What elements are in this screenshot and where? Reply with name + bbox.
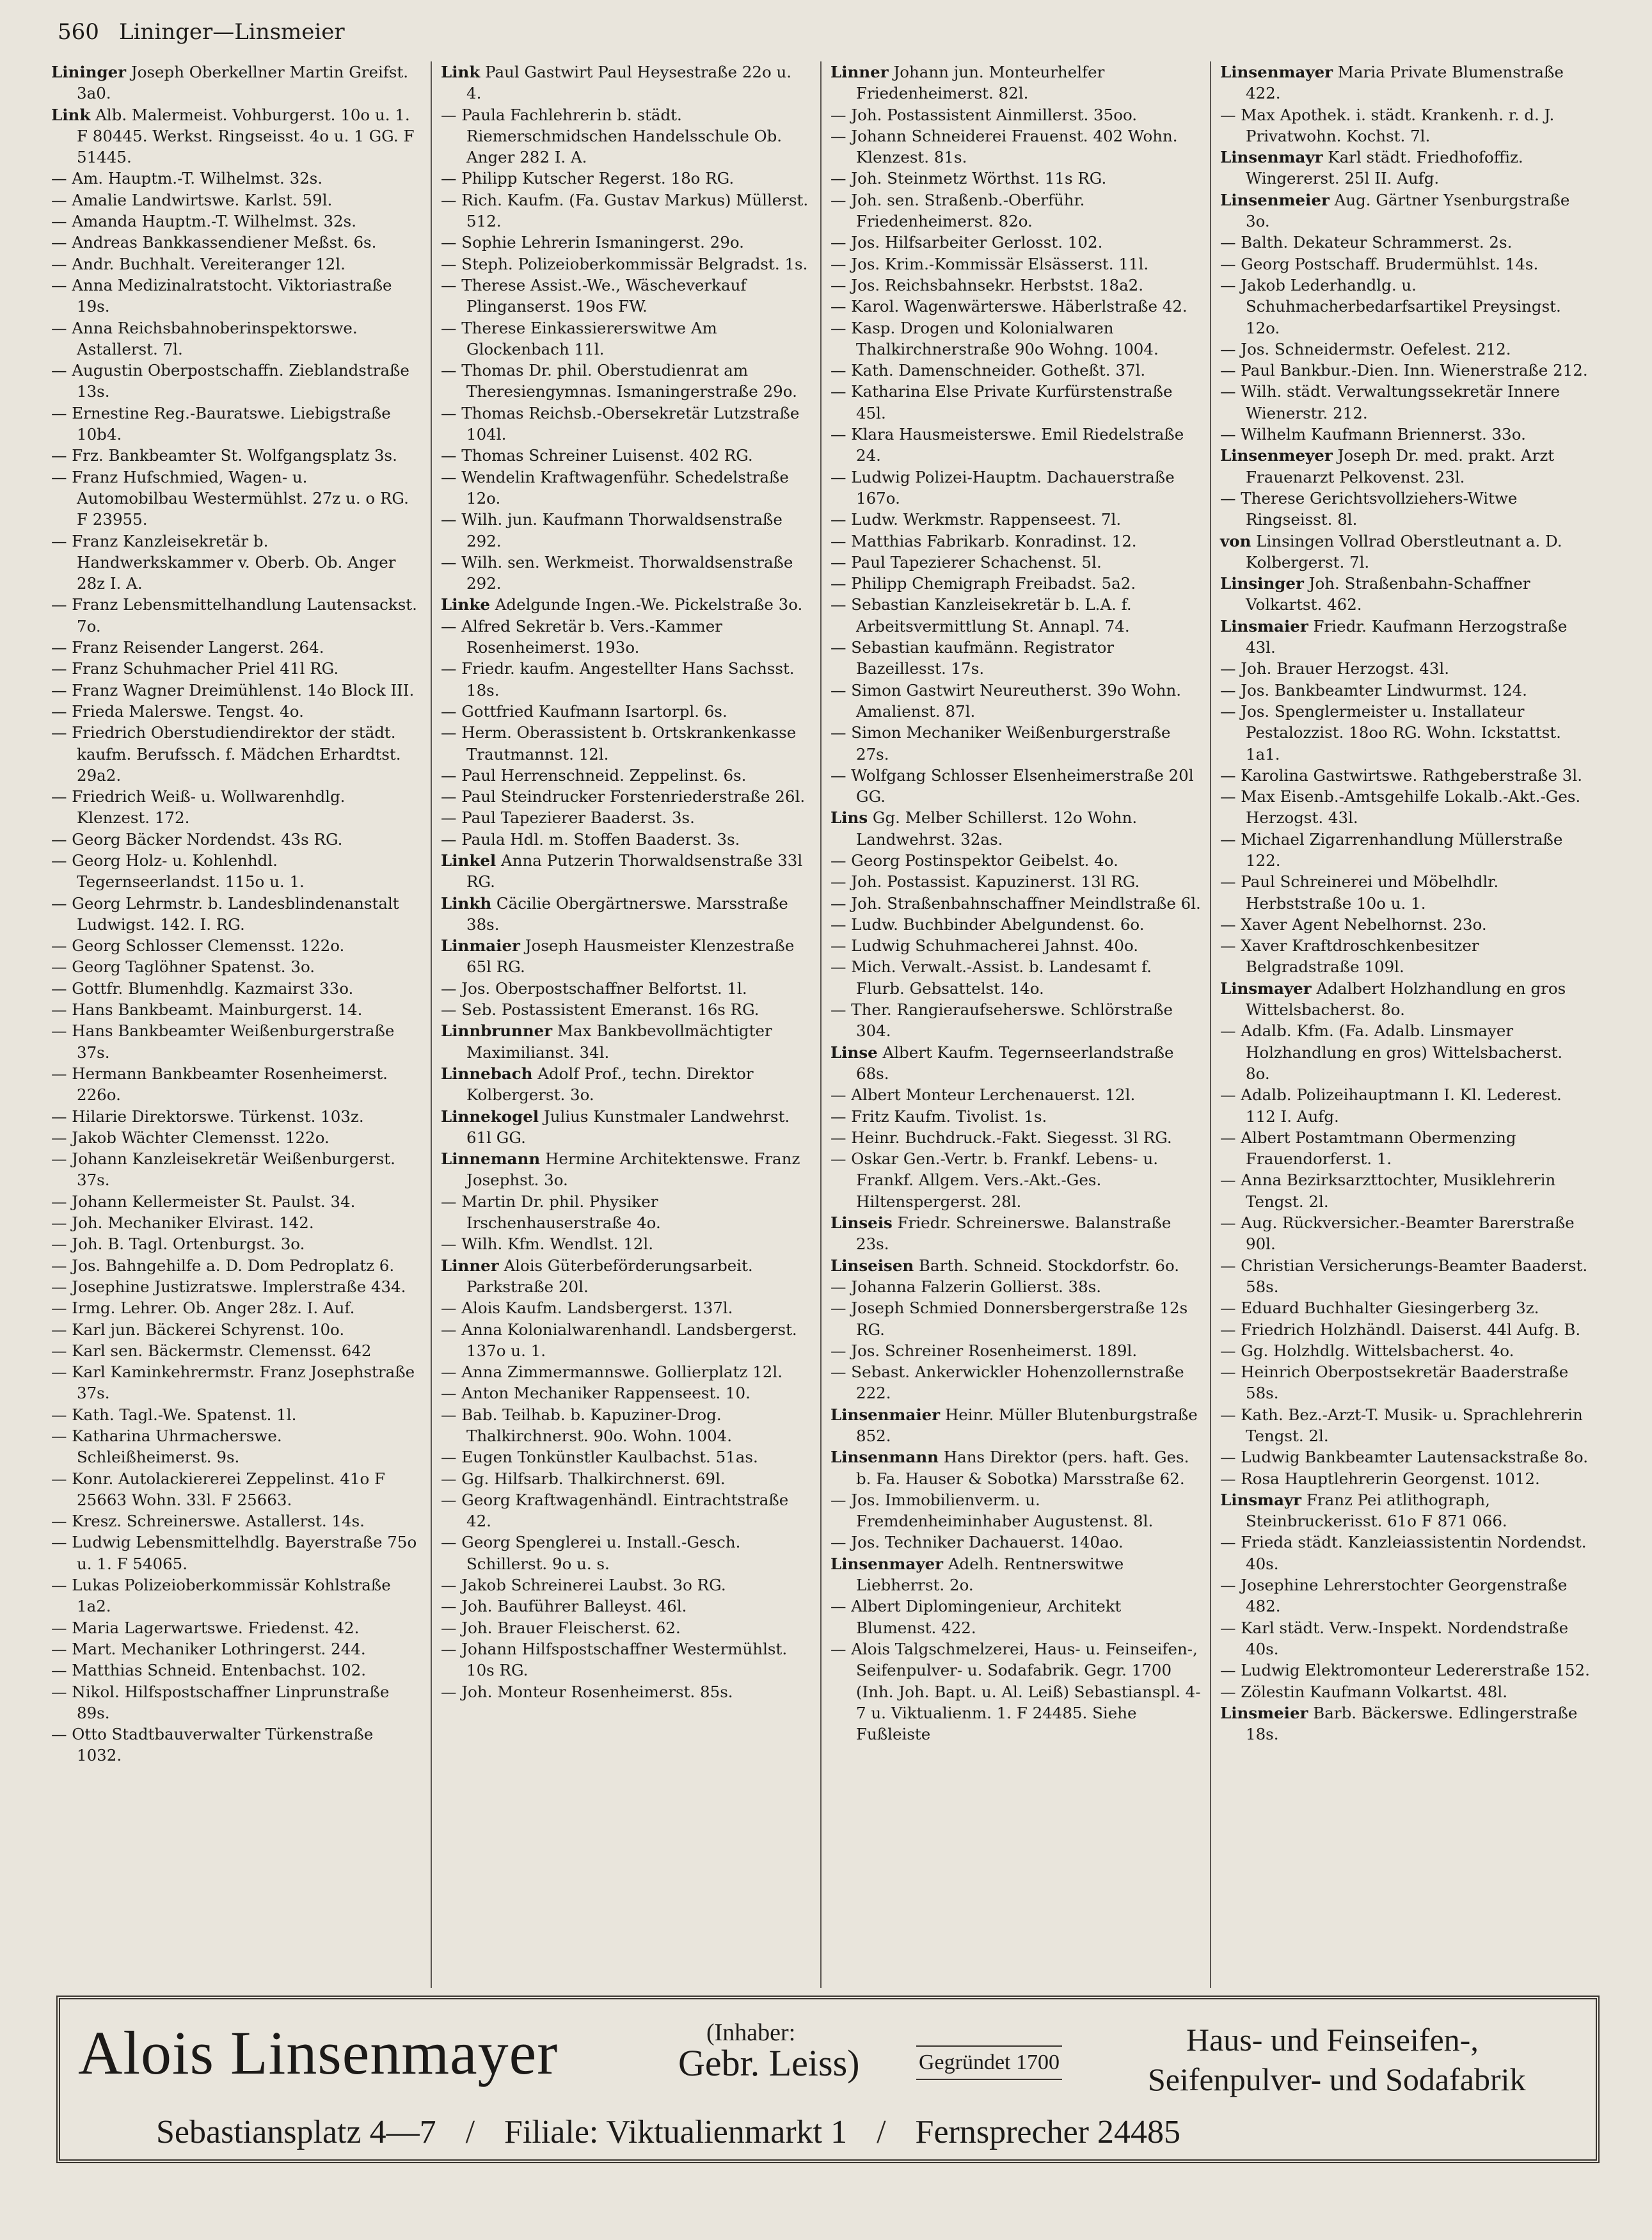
directory-entry: — Paul Herrenschneid. Zeppelinst. 6s. bbox=[441, 765, 747, 785]
directory-entry: — Andr. Buchhalt. Vereiteranger 12l. bbox=[51, 254, 345, 273]
column-4 bbox=[1210, 61, 1600, 1988]
directory-entry: — Fritz Kaufm. Tivolist. 1s. bbox=[830, 1107, 1047, 1126]
directory-entry: — Anton Mechaniker Rappenseest. 10. bbox=[441, 1384, 751, 1403]
directory-entry: — Alois Talgschmelzerei, Haus- u. Feinseifen-, Seifenpulver- u. Sodafabrik. Gegr. 1700 (Inh. Joh. Bapt. u. Al. Leiß) Sebastianspl. 4-7 u. Viktualienm. 1. F 24485. Siehe Fußleiste bbox=[830, 1639, 1201, 1744]
directory-entry: — Georg Lehrmstr. b. Landesblindenanstalt Ludwigst. 142. I. RG. bbox=[51, 893, 399, 934]
directory-entry: — Steph. Polizeioberkommissär Belgradst. 1s. bbox=[441, 254, 808, 273]
directory-entry: — Wilh. jun. Kaufmann Thorwaldsenstraße 292. bbox=[441, 510, 782, 550]
directory-entry: — Friedrich Holzhändl. Daiserst. 44l Aufg. B. bbox=[1220, 1320, 1581, 1339]
directory-entry: Lininger Joseph Oberkellner Martin Greifst. 3a0. bbox=[51, 63, 409, 103]
directory-entry: — Simon Mechaniker Weißenburgerstraße 27s. bbox=[830, 723, 1171, 764]
directory-entry: — Heinr. Buchdruck.-Fakt. Siegesst. 3l RG. bbox=[830, 1128, 1172, 1147]
directory-entry: Linsenmaier Heinr. Müller Blutenburgstraße 852. bbox=[830, 1405, 1198, 1445]
directory-entry: — Sebast. Ankerwickler Hohenzollernstraße 222. bbox=[830, 1363, 1184, 1403]
directory-entry: — Anna Bezirksarzttochter, Musiklehrerin Tengst. 2l. bbox=[1220, 1171, 1556, 1211]
directory-entry: Linsmaier Friedr. Kaufmann Herzogstraße 43l. bbox=[1220, 616, 1568, 657]
directory-entry: — Anna Kolonialwarenhandl. Landsbergerst. 137o u. 1. bbox=[441, 1320, 797, 1360]
ad-address: Sebastiansplatz 4—7 bbox=[156, 2114, 436, 2150]
directory-entry: — Ludwig Elektromonteur Ledererstraße 152. bbox=[1220, 1661, 1590, 1680]
directory-entry: — Karolina Gastwirtswe. Rathgeberstraße 3l. bbox=[1220, 765, 1583, 785]
directory-entry: — Katharina Uhrmacherswe. Schleißheimerst. 9s. bbox=[51, 1427, 282, 1467]
directory-entry: — Mart. Mechaniker Lothringerst. 244. bbox=[51, 1639, 366, 1658]
directory-entry: — Thomas Reichsb.-Obersekretär Lutzstraße 104l. bbox=[441, 403, 800, 444]
ad-company-name: Alois Linsenmayer bbox=[78, 2019, 559, 2087]
directory-entry: — Christian Versicherungs-Beamter Baaderst. 58s. bbox=[1220, 1256, 1588, 1296]
directory-entry: — Johanna Falzerin Gollierst. 38s. bbox=[830, 1277, 1102, 1296]
directory-entry: — Therese Einkassiererswitwe Am Glockenbach 11l. bbox=[441, 318, 717, 358]
directory-entry: — Joh. B. Tagl. Ortenburgst. 3o. bbox=[51, 1235, 305, 1254]
directory-entry: — Johann Kellermeister St. Paulst. 34. bbox=[51, 1192, 356, 1211]
directory-entry: — Jos. Reichsbahnsekr. Herbstst. 18a2. bbox=[830, 275, 1144, 294]
directory-entry: — Balth. Dekateur Schrammerst. 2s. bbox=[1220, 233, 1513, 252]
directory-entry: Linnekogel Julius Kunstmaler Landwehrst. 61l GG. bbox=[441, 1107, 790, 1147]
directory-entry: — Franz Lebensmittelhandlung Lautensackst. 7o. bbox=[51, 595, 417, 636]
directory-entry: — Franz Kanzleisekretär b. Handwerkskammer v. Oberb. Ob. Anger 28z I. A. bbox=[51, 531, 396, 593]
directory-entry: — Eugen Tonkünstler Kaulbachst. 51as. bbox=[441, 1448, 758, 1467]
directory-entry: — Frieda Malerswe. Tengst. 4o. bbox=[51, 701, 304, 721]
directory-entry: — Joh. Postassistent Ainmillerst. 35oo. bbox=[830, 105, 1138, 124]
directory-entry: — Aug. Rückversicher.-Beamter Barerstraße 90l. bbox=[1220, 1213, 1575, 1254]
page-number: 560 bbox=[58, 19, 99, 45]
directory-entry: Linsenmeyer Joseph Dr. med. prakt. Arzt Frauenarzt Pelkovenst. 23l. bbox=[1220, 446, 1555, 486]
directory-entry: — Otto Stadtbauverwalter Türkenstraße 1032. bbox=[51, 1725, 374, 1765]
directory-entry: — Joh. Steinmetz Wörthst. 11s RG. bbox=[830, 169, 1107, 188]
directory-entry: — Kresz. Schreinerswe. Astallerst. 14s. bbox=[51, 1512, 365, 1531]
directory-entry: — Albert Monteur Lerchenauerst. 12l. bbox=[830, 1085, 1136, 1105]
directory-entry: Linner Johann jun. Monteurhelfer Friedenheimerst. 82l. bbox=[830, 63, 1105, 103]
directory-entry: Linke Adelgunde Ingen.-We. Pickelstraße 3o. bbox=[441, 595, 803, 614]
directory-entry: von Linsingen Vollrad Oberstleutnant a. D. Kolbergerst. 7l. bbox=[1220, 531, 1562, 572]
directory-entry: Linseisen Barth. Schneid. Stockdorfstr. 6o. bbox=[830, 1256, 1180, 1275]
directory-entry: — Georg Spenglerei u. Install.-Gesch. Schillerst. 9o u. s. bbox=[441, 1533, 741, 1573]
directory-entry: — Joh. Straßenbahnschaffner Meindlstraße 6l. bbox=[830, 893, 1201, 913]
directory-entry: — Simon Gastwirt Neureutherst. 39o Wohn. Amalienst. 87l. bbox=[830, 680, 1182, 721]
directory-entry: — Ludw. Buchbinder Abelgundenst. 6o. bbox=[830, 915, 1145, 934]
directory-entry: — Joh. Postassist. Kapuzinerst. 13l RG. bbox=[830, 872, 1140, 892]
directory-entry: — Wendelin Kraftwagenführ. Schedelstraße 12o. bbox=[441, 467, 789, 508]
directory-entry: — Xaver Agent Nebelhornst. 23o. bbox=[1220, 915, 1487, 934]
directory-entry: — Ludwig Schuhmacherei Jahnst. 40o. bbox=[830, 936, 1139, 956]
directory-entry: — Karl Kaminkehrermstr. Franz Josephstraße 37s. bbox=[51, 1363, 415, 1403]
directory-entry: Link Alb. Malermeist. Vohburgerst. 10o u. 1. F 80445. Werkst. Ringseisst. 4o u. 1 GG. F 51445. bbox=[51, 105, 415, 167]
directory-entry: — Anna Medizinalratstocht. Viktoriastraße 19s. bbox=[51, 275, 392, 316]
directory-entry: — Karl städt. Verw.-Inspekt. Nordendstraße 40s. bbox=[1220, 1618, 1569, 1658]
directory-entry: Linkel Anna Putzerin Thorwaldsenstraße 33l RG. bbox=[441, 851, 803, 892]
ad-separator: / bbox=[877, 2114, 886, 2150]
directory-entry: — Thomas Schreiner Luisenst. 402 RG. bbox=[441, 446, 753, 465]
directory-entry: — Martin Dr. phil. Physiker Irschenhauserstraße 4o. bbox=[441, 1192, 661, 1233]
directory-entry: — Anna Zimmermannswe. Gollierplatz 12l. bbox=[441, 1363, 782, 1382]
directory-entry: — Lukas Polizeioberkommissär Kohlstraße 1a2. bbox=[51, 1576, 391, 1616]
directory-entry: — Sophie Lehrerin Ismaningerst. 29o. bbox=[441, 233, 744, 252]
directory-entry: — Hans Bankbeamter Weißenburgerstraße 37s. bbox=[51, 1021, 395, 1062]
directory-entry: — Jos. Schneidermstr. Oefelest. 212. bbox=[1220, 339, 1511, 358]
directory-entry: — Jos. Schreiner Rosenheimerst. 189l. bbox=[830, 1341, 1138, 1360]
directory-entry: — Adalb. Kfm. (Fa. Adalb. Linsmayer Holzhandlung en gros) Wittelsbacherst. 8o. bbox=[1220, 1021, 1563, 1083]
ad-footer-line bbox=[156, 2113, 1532, 2151]
directory-entry: Linsenmayr Karl städt. Friedhofoffiz. Wingererst. 25l II. Aufg. bbox=[1220, 148, 1523, 188]
directory-entry: — Sebastian Kanzleisekretär b. L.A. f. Arbeitsvermittlung St. Annapl. 74. bbox=[830, 595, 1132, 636]
directory-entry: — Hans Bankbeamt. Mainburgerst. 14. bbox=[51, 1000, 363, 1020]
directory-entry: Linsinger Joh. Straßenbahn-Schaffner Volkartst. 462. bbox=[1220, 574, 1530, 614]
directory-entry: — Friedrich Oberstudiendirektor der städt. kaufm. Berufssch. f. Mädchen Erhardtst. 29a2. bbox=[51, 723, 401, 785]
directory-entry: Linsmayr Franz Pei atlithograph, Steinbruckerisst. 61o F 871 066. bbox=[1220, 1490, 1507, 1531]
directory-entry: — Hilarie Direktorswe. Türkenst. 103z. bbox=[51, 1107, 364, 1126]
directory-entry: — Frz. Bankbeamter St. Wolfgangsplatz 3s. bbox=[51, 446, 397, 465]
directory-entry: — Irmg. Lehrer. Ob. Anger 28z. I. Auf. bbox=[51, 1299, 355, 1318]
directory-entry: — Jos. Techniker Dachauerst. 140ao. bbox=[830, 1533, 1124, 1552]
directory-entry: — Rosa Hauptlehrerin Georgenst. 1012. bbox=[1220, 1469, 1540, 1488]
directory-entry: — Wilhelm Kaufmann Briennerst. 33o. bbox=[1220, 425, 1526, 444]
ad-product-line-2: Seifenpulver- und Sodafabrik bbox=[1148, 2061, 1526, 2097]
directory-entry: — Amalie Landwirtswe. Karlst. 59l. bbox=[51, 190, 333, 209]
directory-entry: — Frieda städt. Kanzleiassistentin Nordendst. 40s. bbox=[1220, 1533, 1587, 1573]
directory-entry: — Paul Steindrucker Forstenriederstraße 26l. bbox=[441, 787, 806, 806]
ad-owner: Gebr. Leiss) bbox=[678, 2042, 860, 2084]
directory-entry: — Kath. Tagl.-We. Spatenst. 1l. bbox=[51, 1405, 297, 1424]
directory-entry: — Xaver Kraftdroschkenbesitzer Belgradstraße 109l. bbox=[1220, 936, 1479, 977]
directory-entry: — Alfred Sekretär b. Vers.-Kammer Rosenheimerst. 193o. bbox=[441, 616, 722, 657]
directory-entry: — Kath. Damenschneider. Gotheßt. 37l. bbox=[830, 361, 1146, 380]
directory-entry: — Franz Wagner Dreimühlenst. 14o Block III. bbox=[51, 680, 415, 700]
directory-entry: — Seb. Postassistent Emeranst. 16s RG. bbox=[441, 1000, 759, 1020]
directory-entry: — Joseph Schmied Donnersbergerstraße 12s RG. bbox=[830, 1299, 1188, 1339]
directory-entry: — Paul Bankbur.-Dien. Inn. Wienerstraße 212. bbox=[1220, 361, 1588, 380]
directory-entry: — Ther. Rangieraufseherswe. Schlörstraße 304. bbox=[830, 1000, 1173, 1041]
directory-entry: — Gottfried Kaufmann Isartorpl. 6s. bbox=[441, 701, 727, 721]
directory-entry: — Jakob Wächter Clemensst. 122o. bbox=[51, 1128, 330, 1147]
directory-entry: Linsmeier Barb. Bäckerswe. Edlingerstraße 18s. bbox=[1220, 1703, 1578, 1744]
directory-entry: — Albert Postamtmann Obermenzing Frauendorferst. 1. bbox=[1220, 1128, 1516, 1169]
directory-entry: — Ludwig Bankbeamter Lautensackstraße 8o. bbox=[1220, 1448, 1589, 1467]
directory-entry: — Anna Reichsbahnoberinspektorswe. Astallerst. 7l. bbox=[51, 318, 358, 358]
column-2 bbox=[431, 61, 820, 1988]
directory-entry: — Paul Schreinerei und Möbelhdlr. Herbststraße 10o u. 1. bbox=[1220, 872, 1499, 913]
directory-entry: — Maria Lagerwartswe. Friedenst. 42. bbox=[51, 1618, 360, 1637]
directory-entry: — Ludwig Lebensmittelhdlg. Bayerstraße 75o u. 1. F 54065. bbox=[51, 1533, 417, 1573]
directory-entry: — Wolfgang Schlosser Elsenheimerstraße 20l GG. bbox=[830, 765, 1194, 806]
directory-entry: — Thomas Dr. phil. Oberstudienrat am Theresiengymnas. Ismaningerstraße 29o. bbox=[441, 361, 797, 401]
directory-entry: — Matthias Schneid. Entenbachst. 102. bbox=[51, 1661, 367, 1680]
directory-entry: Linsmayer Adalbert Holzhandlung en gros Wittelsbacherst. 8o. bbox=[1220, 979, 1566, 1020]
column-3 bbox=[820, 61, 1210, 1988]
directory-entry: — Kasp. Drogen und Kolonialwaren Thalkirchnerstraße 90o Wohng. 1004. bbox=[830, 318, 1159, 358]
directory-entry: — Georg Taglöhner Spatenst. 3o. bbox=[51, 957, 315, 977]
directory-entry: — Michael Zigarrenhandlung Müllerstraße 122. bbox=[1220, 829, 1563, 870]
directory-entry: — Franz Hufschmied, Wagen- u. Automobilbau Westermühlst. 27z u. o RG. F 23955. bbox=[51, 467, 409, 529]
directory-entry: — Alois Kaufm. Landsbergerst. 137l. bbox=[441, 1299, 733, 1318]
directory-entry: — Ludwig Polizei-Hauptm. Dachauerstraße 167o. bbox=[830, 467, 1175, 508]
directory-entry: Link Paul Gastwirt Paul Heysestraße 22o u. 4. bbox=[441, 63, 792, 103]
directory-entry: — Heinrich Oberpostsekretär Baaderstraße 58s. bbox=[1220, 1363, 1569, 1403]
directory-entry: — Johann Schneiderei Frauenst. 402 Wohn. Klenzest. 81s. bbox=[830, 126, 1178, 167]
directory-entry: — Karl sen. Bäckermstr. Clemensst. 642 bbox=[51, 1341, 372, 1360]
directory-entry: — Max Eisenb.-Amtsgehilfe Lokalb.-Akt.-Ges. Herzogst. 43l. bbox=[1220, 787, 1581, 828]
directory-entry: — Sebastian kaufmänn. Registrator Bazeillesst. 17s. bbox=[830, 638, 1115, 678]
directory-entry: — Paul Tapezierer Schachenst. 5l. bbox=[830, 552, 1102, 572]
directory-entry: Linsenmayer Maria Private Blumenstraße 422. bbox=[1220, 63, 1564, 103]
directory-entry: — Paul Tapezierer Baaderst. 3s. bbox=[441, 808, 695, 828]
directory-entry: — Matthias Fabrikarb. Konradinst. 12. bbox=[830, 531, 1137, 550]
directory-entry: — Konr. Autolackiererei Zeppelinst. 41o F 25663 Wohn. 33l. F 25663. bbox=[51, 1469, 386, 1509]
directory-entry: — Katharina Else Private Kurfürstenstraße 45l. bbox=[830, 382, 1173, 422]
directory-entry: — Gottfr. Blumenhdlg. Kazmairst 33o. bbox=[51, 979, 354, 998]
directory-entry: — Therese Gerichtsvollziehers-Witwe Ringseisst. 8l. bbox=[1220, 488, 1518, 529]
directory-entry: — Karol. Wagenwärterswe. Häberlstraße 42. bbox=[830, 297, 1187, 316]
ad-product-line-1: Haus- und Feinseifen-, bbox=[1186, 2022, 1479, 2058]
directory-entry: — Joh. Brauer Herzogst. 43l. bbox=[1220, 659, 1450, 678]
directory-entry: — Joh. Brauer Fleischerst. 62. bbox=[441, 1618, 681, 1637]
directory-entry: — Ernestine Reg.-Bauratswe. Liebigstraße 10b4. bbox=[51, 403, 391, 444]
directory-entry: — Jos. Immobilienverm. u. Fremdenheiminhaber Augustenst. 8l. bbox=[830, 1490, 1154, 1531]
directory-entry: — Franz Schuhmacher Priel 41l RG. bbox=[51, 659, 339, 678]
directory-entry: Linnemann Hermine Architektenswe. Franz Josephst. 3o. bbox=[441, 1149, 800, 1190]
directory-entry: Lins Gg. Melber Schillerst. 12o Wohn. Landwehrst. 32as. bbox=[830, 808, 1138, 849]
directory-entry: — Nikol. Hilfspostschaffner Linprunstraße 89s. bbox=[51, 1682, 390, 1722]
directory-entry: Linkh Cäcilie Obergärtnerswe. Marsstraße 38s. bbox=[441, 893, 788, 934]
directory-entry: — Johann Hilfspostschaffner Westermühlst. 10s RG. bbox=[441, 1639, 788, 1680]
directory-entry: — Jos. Bahngehilfe a. D. Dom Pedroplatz 6. bbox=[51, 1256, 395, 1275]
directory-entry: — Joh. Mechaniker Elvirast. 142. bbox=[51, 1213, 314, 1233]
directory-entry: — Albert Diplomingenieur, Architekt Blumenst. 422. bbox=[830, 1597, 1122, 1637]
directory-entry: — Philipp Chemigraph Freibadst. 5a2. bbox=[830, 574, 1136, 593]
directory-entry: Linmaier Joseph Hausmeister Klenzestraße 65l RG. bbox=[441, 936, 795, 977]
directory-entry: — Paula Fachlehrerin b. städt. Riemerschmidschen Handelsschule Ob. Anger 282 I. A. bbox=[441, 105, 782, 167]
directory-entry: Linnbrunner Max Bankbevollmächtigter Maximilianst. 34l. bbox=[441, 1021, 772, 1062]
ad-founded: Gegründet 1700 bbox=[916, 2045, 1062, 2080]
directory-entry: — Joh. Monteur Rosenheimerst. 85s. bbox=[441, 1682, 733, 1701]
directory-entry: — Therese Assist.-We., Wäscheverkauf Plinganserst. 19os FW. bbox=[441, 275, 747, 316]
directory-entry: — Joh. sen. Straßenb.-Oberführ. Friedenheimerst. 82o. bbox=[830, 190, 1085, 231]
directory-entry: — Karl jun. Bäckerei Schyrenst. 10o. bbox=[51, 1320, 345, 1339]
directory-entry: — Jos. Krim.-Kommissär Elsässerst. 11l. bbox=[830, 254, 1149, 273]
directory-entry: — Josephine Lehrerstochter Georgenstraße 482. bbox=[1220, 1576, 1568, 1616]
directory-entry: — Herm. Oberassistent b. Ortskrankenkasse Trautmannst. 12l. bbox=[441, 723, 797, 764]
directory-entry: Linner Alois Güterbeförderungsarbeit. Parkstraße 20l. bbox=[441, 1256, 753, 1296]
directory-entry: — Jos. Spenglermeister u. Installateur Pestalozzist. 18oo RG. Wohn. Ickstattst. 1a1. bbox=[1220, 701, 1561, 764]
directory-entry: — Oskar Gen.-Vertr. b. Frankf. Lebens- u. Frankf. Allgem. Vers.-Akt.-Ges. Hiltenspergerst. 28l. bbox=[830, 1149, 1159, 1211]
directory-entry: — Klara Hausmeisterswe. Emil Riedelstraße 24. bbox=[830, 425, 1184, 465]
directory-entry: — Joh. Bauführer Balleyst. 46l. bbox=[441, 1597, 687, 1616]
directory-entry: — Philipp Kutscher Regerst. 18o RG. bbox=[441, 169, 735, 188]
directory-entry: — Andreas Bankkassendiener Meßst. 6s. bbox=[51, 233, 377, 252]
directory-entry: — Hermann Bankbeamter Rosenheimerst. 226o. bbox=[51, 1064, 388, 1105]
directory-entry: — Georg Bäcker Nordendst. 43s RG. bbox=[51, 829, 343, 849]
directory-entry: — Eduard Buchhalter Giesingerberg 3z. bbox=[1220, 1299, 1539, 1318]
directory-entry: — Georg Postinspektor Geibelst. 4o. bbox=[830, 851, 1118, 870]
directory-entry: — Augustin Oberpostschaffn. Zieblandstraße 13s. bbox=[51, 361, 409, 401]
directory-entry: — Jos. Hilfsarbeiter Gerlosst. 102. bbox=[830, 233, 1103, 252]
directory-entry: — Georg Schlosser Clemensst. 122o. bbox=[51, 936, 345, 956]
directory-entry: Linseis Friedr. Schreinerswe. Balanstraße 23s. bbox=[830, 1213, 1171, 1254]
directory-entry: — Georg Holz- u. Kohlenhdl. Tegernseerlandst. 115o u. 1. bbox=[51, 851, 305, 892]
directory-entry: Linse Albert Kaufm. Tegernseerlandstraße 68s. bbox=[830, 1043, 1174, 1083]
directory-entry: — Georg Kraftwagenhändl. Eintrachtstraße 42. bbox=[441, 1490, 789, 1531]
directory-entry: — Amanda Hauptm.-T. Wilhelmst. 32s. bbox=[51, 212, 356, 231]
directory-entry: — Jakob Schreinerei Laubst. 3o RG. bbox=[441, 1576, 726, 1595]
directory-entry: — Adalb. Polizeihauptmann I. Kl. Lederest. 112 I. Aufg. bbox=[1220, 1085, 1562, 1126]
directory-entry: — Max Apothek. i. städt. Krankenh. r. d. J. Privatwohn. Kochst. 7l. bbox=[1220, 105, 1555, 145]
directory-entry: — Mich. Verwalt.-Assist. b. Landesamt f. Flurb. Gebsattelst. 14o. bbox=[830, 957, 1152, 998]
directory-entry: — Georg Postschaff. Brudermühlst. 14s. bbox=[1220, 254, 1539, 273]
directory-entry: — Paula Hdl. m. Stoffen Baaderst. 3s. bbox=[441, 829, 740, 849]
directory-entry: — Johann Kanzleisekretär Weißenburgerst. 37s. bbox=[51, 1149, 395, 1190]
directory-entry: — Friedr. kaufm. Angestellter Hans Sachsst. 18s. bbox=[441, 659, 795, 700]
directory-entry: — Franz Reisender Langerst. 264. bbox=[51, 638, 324, 657]
footer-advertisement bbox=[56, 1996, 1600, 2163]
directory-entry: Linsenmeier Aug. Gärtner Ysenburgstraße 3o. bbox=[1220, 190, 1570, 231]
directory-entry: — Gg. Hilfsarb. Thalkirchnerst. 69l. bbox=[441, 1469, 726, 1488]
directory-entry: — Am. Hauptm.-T. Wilhelmst. 32s. bbox=[51, 169, 323, 188]
directory-entry: — Ludw. Werkmstr. Rappenseest. 7l. bbox=[830, 510, 1122, 529]
ad-branch: Filiale: Viktualienmarkt 1 bbox=[504, 2114, 848, 2150]
directory-entry: — Gg. Holzhdlg. Wittelsbacherst. 4o. bbox=[1220, 1341, 1514, 1360]
directory-entry: — Friedrich Weiß- u. Wollwarenhdlg. Klenzest. 172. bbox=[51, 787, 345, 828]
directory-entry: — Jakob Lederhandlg. u. Schuhmacherbedarfsartikel Preysingst. 12o. bbox=[1220, 275, 1561, 337]
directory-entry: — Wilh. städt. Verwaltungssekretär Innere Wienerstr. 212. bbox=[1220, 382, 1560, 422]
page-header bbox=[58, 14, 1606, 49]
directory-entry: Linsenmann Hans Direktor (pers. haft. Ges. b. Fa. Hauser & Sobotka) Marsstraße 62. bbox=[830, 1448, 1189, 1488]
directory-entry: — Bab. Teilhab. b. Kapuziner-Drog. Thalkirchnerst. 90o. Wohn. 1004. bbox=[441, 1405, 733, 1445]
directory-entry: — Kath. Bez.-Arzt-T. Musik- u. Sprachlehrerin Tengst. 2l. bbox=[1220, 1405, 1583, 1445]
ad-owner-label: (Inhaber: bbox=[706, 2019, 796, 2046]
ad-phone: Fernsprecher 24485 bbox=[915, 2114, 1180, 2150]
directory-entry: — Josephine Justizratswe. Implerstraße 434. bbox=[51, 1277, 406, 1296]
directory-entry: — Wilh. Kfm. Wendlst. 12l. bbox=[441, 1235, 654, 1254]
directory-entry: — Wilh. sen. Werkmeist. Thorwaldsenstraße 292. bbox=[441, 552, 793, 593]
running-head: Lininger—Linsmeier bbox=[119, 19, 345, 45]
directory-entry: — Jos. Oberpostschaffner Belfortst. 1l. bbox=[441, 979, 747, 998]
directory-columns bbox=[51, 61, 1600, 1988]
directory-entry: — Zölestin Kaufmann Volkartst. 48l. bbox=[1220, 1682, 1507, 1701]
ad-separator: / bbox=[465, 2114, 475, 2150]
column-1 bbox=[51, 61, 431, 1988]
directory-entry: — Rich. Kaufm. (Fa. Gustav Markus) Müllerst. 512. bbox=[441, 190, 809, 231]
directory-entry: Linnebach Adolf Prof., techn. Direktor Kolbergerst. 3o. bbox=[441, 1064, 754, 1105]
directory-entry: Linsenmayer Adelh. Rentnerswitwe Liebherrst. 2o. bbox=[830, 1554, 1124, 1595]
directory-entry: — Jos. Bankbeamter Lindwurmst. 124. bbox=[1220, 680, 1527, 700]
